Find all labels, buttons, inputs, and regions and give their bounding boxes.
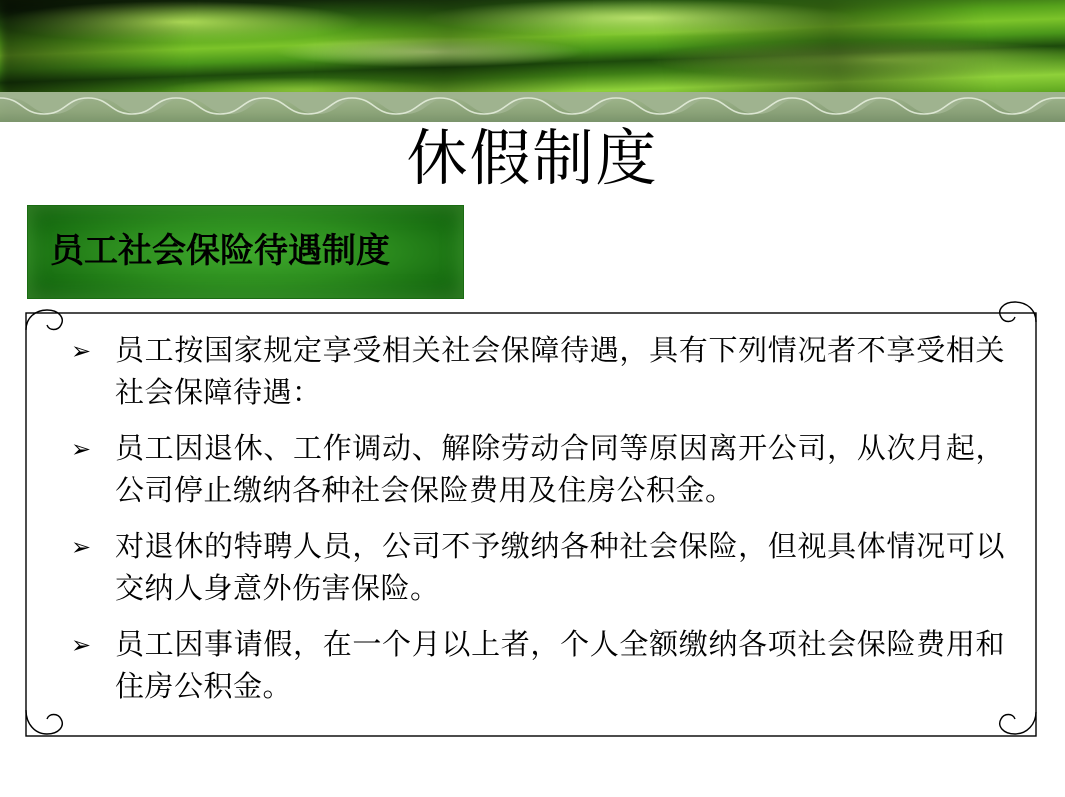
subtitle-plate xyxy=(27,205,464,299)
list-item xyxy=(65,330,1005,414)
list-item-text: 对退休的特聘人员，公司不予缴纳各种社会保险，但视具体情况可以交纳人身意外伤害保险。 xyxy=(115,531,1005,605)
subtitle-label: 员工社会保险待遇制度 xyxy=(50,233,390,270)
list-item-text: 员工按国家规定享受相关社会保障待遇，具有下列情况者不享受相关社会保障待遇： xyxy=(115,335,1005,409)
list-item-text: 员工因事请假，在一个月以上者，个人全额缴纳各项社会保险费用和住房公积金。 xyxy=(115,629,1005,703)
list-item xyxy=(65,526,1005,610)
bullet-arrow-icon: ➢ xyxy=(71,435,92,463)
content-box xyxy=(25,300,1037,737)
list-item-text: 员工因退休、工作调动、解除劳动合同等原因离开公司，从次月起，公司停止缴纳各种社会保险费用及住房公积金。 xyxy=(115,433,1005,507)
bullet-arrow-icon: ➢ xyxy=(71,533,92,561)
bullet-list xyxy=(65,330,1005,722)
bullet-arrow-icon: ➢ xyxy=(71,631,92,659)
banner-scallop-edge xyxy=(0,92,1065,122)
page-title: 休假制度 xyxy=(406,126,659,193)
bullet-arrow-icon: ➢ xyxy=(71,337,92,365)
list-item xyxy=(65,428,1005,512)
decorative-banner xyxy=(0,0,1065,122)
list-item xyxy=(65,624,1005,708)
